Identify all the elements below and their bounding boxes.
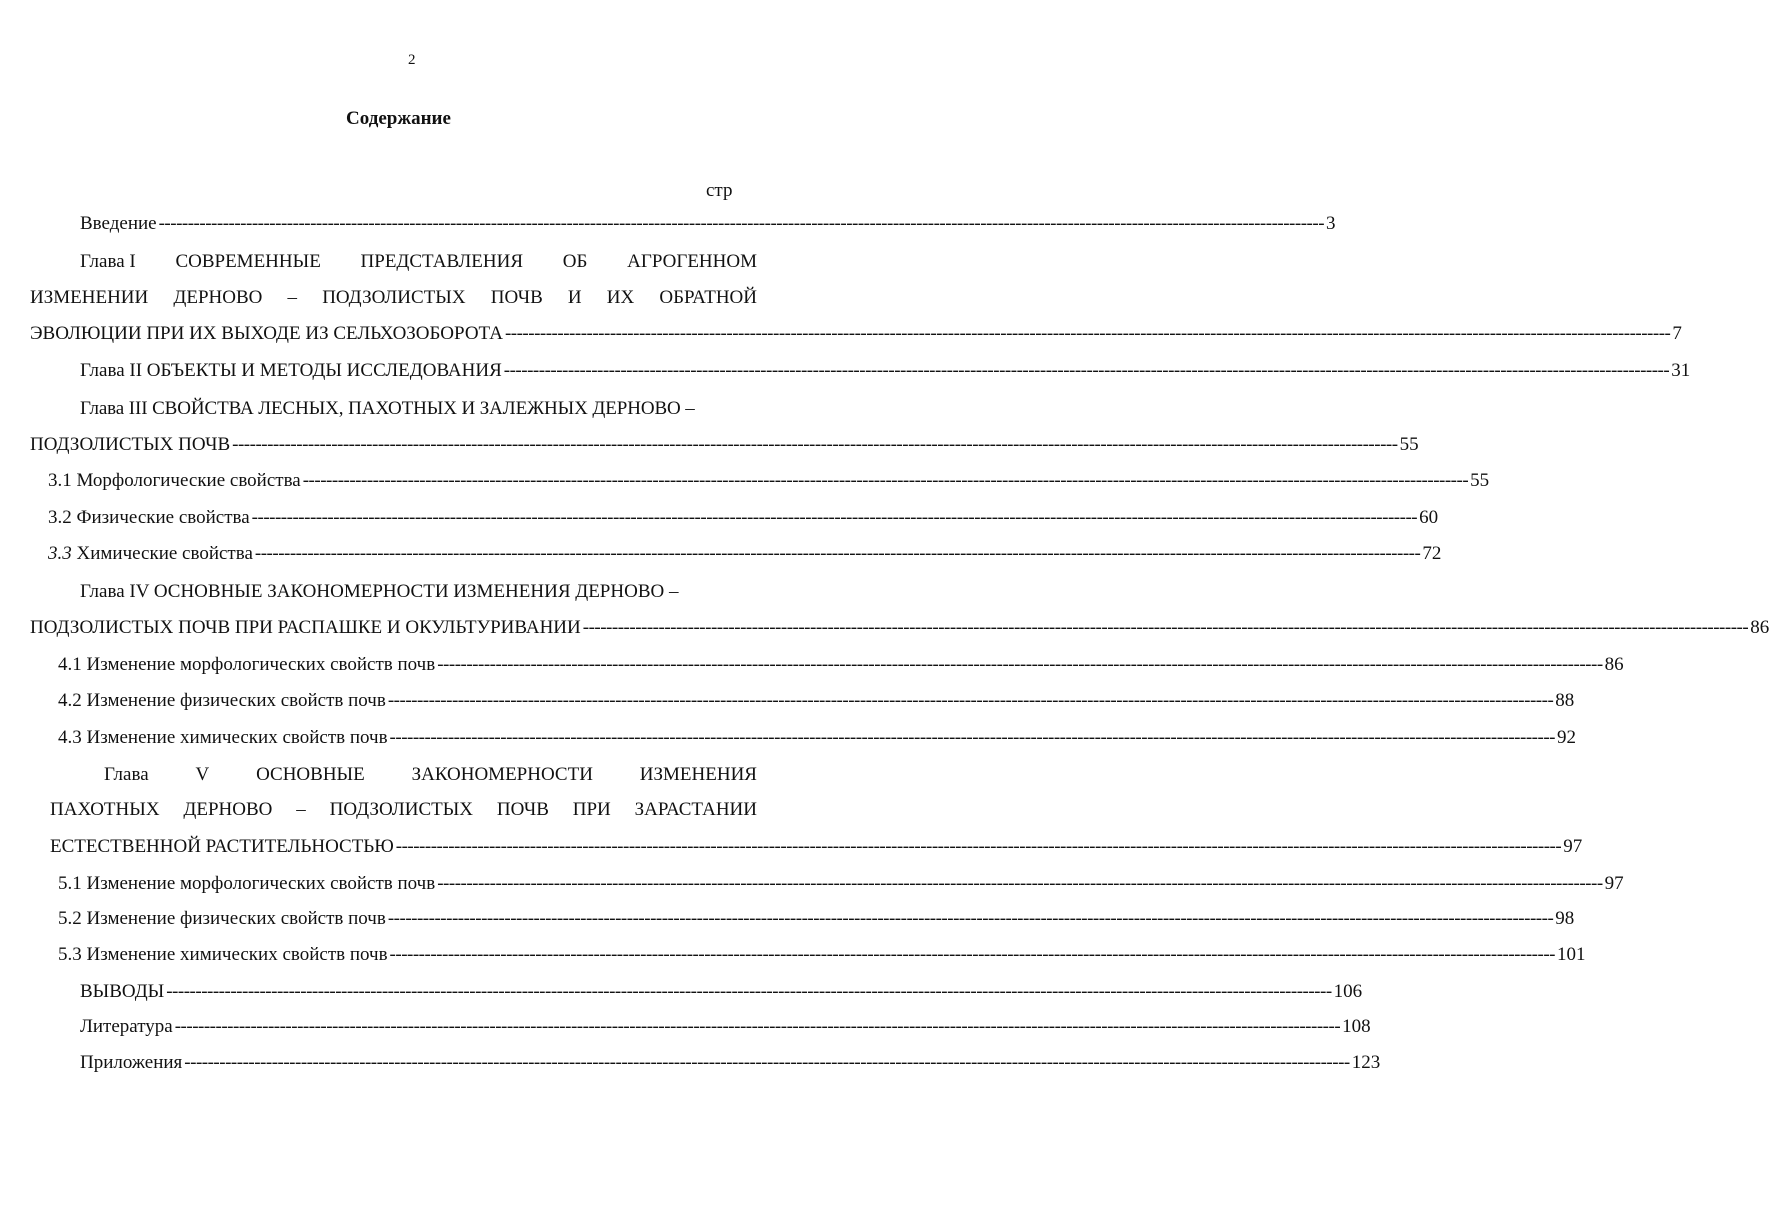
toc-chapter-1-line2: ИЗМЕНЕНИИ ДЕРНОВО – ПОДЗОЛИСТЫХ ПОЧВ И ИХ ОБРАТНОЙ [30,287,757,308]
dot-leader: -------------------------------------------------------------------------------------------------------------------------------------------------------------------------------------------------------- [174,1016,1341,1037]
dot-leader: -------------------------------------------------------------------------------------------------------------------------------------------------------------------------------------------------------- [389,727,1555,748]
dot-leader: -------------------------------------------------------------------------------------------------------------------------------------------------------------------------------------------------------- [158,213,1325,234]
toc-entry-page: 3 [1326,213,1336,234]
dot-leader: -------------------------------------------------------------------------------------------------------------------------------------------------------------------------------------------------------- [387,908,1554,929]
toc-section-4-1: 4.1 Изменение морфологических свойств почв -------------------------------------------------------------------------------------------------------------------------------------------------------------------------------------------------------- 86 [58,654,1624,675]
toc-entry-page: 31 [1671,360,1691,381]
dot-leader: -------------------------------------------------------------------------------------------------------------------------------------------------------------------------------------------------------- [232,434,1398,455]
toc-section-5-1: 5.1 Изменение морфологических свойств почв -------------------------------------------------------------------------------------------------------------------------------------------------------------------------------------------------------- 97 [58,873,1624,894]
toc-entry-page: 86 [1750,617,1769,638]
toc-entry-intro [80,213,1336,241]
toc-entry-page: 98 [1555,908,1575,929]
toc-chapter-4-line2: ПОДЗОЛИСТЫХ ПОЧВ ПРИ РАСПАШКЕ И ОКУЛЬТУРИВАНИИ -------------------------------------------------------------------------------------------------------------------------------------------------------------------------------------------------------- 86 [30,617,1769,638]
dot-leader: -------------------------------------------------------------------------------------------------------------------------------------------------------------------------------------------------------- [504,323,1671,344]
dot-leader: -------------------------------------------------------------------------------------------------------------------------------------------------------------------------------------------------------- [184,1052,1350,1073]
toc-entry-page: 86 [1604,654,1624,675]
toc-chapter-5-line3: ЕСТЕСТВЕННОЙ РАСТИТЕЛЬНОСТЬЮ -------------------------------------------------------------------------------------------------------------------------------------------------------------------------------------------------------- 97 [50,836,1583,857]
toc-entry-page: 92 [1556,727,1576,748]
toc-appendix: Приложения -------------------------------------------------------------------------------------------------------------------------------------------------------------------------------------------------------- 123 [80,1052,1381,1073]
toc-entry-label: Введение [80,213,157,234]
toc-section-5-3: 5.3 Изменение химических свойств почв -------------------------------------------------------------------------------------------------------------------------------------------------------------------------------------------------------- 101 [58,944,1586,965]
dot-leader: -------------------------------------------------------------------------------------------------------------------------------------------------------------------------------------------------------- [389,944,1555,965]
toc-entry-page: 101 [1556,944,1586,965]
page-number: 2 [408,52,416,68]
toc-chapter-5-line1: Глава V ОСНОВНЫЕ ЗАКОНОМЕРНОСТИ ИЗМЕНЕНИЯ [104,764,757,785]
toc-entry-page: 55 [1470,470,1490,491]
toc-entry-page: 55 [1399,434,1419,455]
toc-entry-page: 7 [1672,323,1682,344]
toc-section-4-3: 4.3 Изменение химических свойств почв -------------------------------------------------------------------------------------------------------------------------------------------------------------------------------------------------------- 92 [58,727,1576,748]
toc-section-3-3: 3.3 Химические свойства -------------------------------------------------------------------------------------------------------------------------------------------------------------------------------------------------------- 72 [48,543,1442,564]
toc-chapter-4-line1: Глава IV ОСНОВНЫЕ ЗАКОНОМЕРНОСТИ ИЗМЕНЕНИЯ ДЕРНОВО – [80,581,679,602]
page-column-label: стр [706,180,733,201]
toc-chapter-2: Глава II ОБЪЕКТЫ И МЕТОДЫ ИССЛЕДОВАНИЯ -------------------------------------------------------------------------------------------------------------------------------------------------------------------------------------------------------- 31 [80,360,1691,381]
dot-leader: -------------------------------------------------------------------------------------------------------------------------------------------------------------------------------------------------------- [503,360,1670,381]
dot-leader: -------------------------------------------------------------------------------------------------------------------------------------------------------------------------------------------------------- [302,470,1469,491]
dot-leader: -------------------------------------------------------------------------------------------------------------------------------------------------------------------------------------------------------- [166,981,1332,1002]
toc-chapter-3-line1: Глава III СВОЙСТВА ЛЕСНЫХ, ПАХОТНЫХ И ЗАЛЕЖНЫХ ДЕРНОВО – [80,398,695,419]
toc-chapter-3-line2: ПОДЗОЛИСТЫХ ПОЧВ -------------------------------------------------------------------------------------------------------------------------------------------------------------------------------------------------------- 55 [30,434,1419,455]
toc-entry-page: 72 [1422,543,1442,564]
dot-leader: -------------------------------------------------------------------------------------------------------------------------------------------------------------------------------------------------------- [251,507,1418,528]
dot-leader: -------------------------------------------------------------------------------------------------------------------------------------------------------------------------------------------------------- [437,654,1603,675]
toc-title: Содержание [346,108,451,129]
dot-leader: -------------------------------------------------------------------------------------------------------------------------------------------------------------------------------------------------------- [254,543,1421,564]
toc-entry-page: 123 [1351,1052,1381,1073]
toc-literature: Литература -------------------------------------------------------------------------------------------------------------------------------------------------------------------------------------------------------- 108 [80,1016,1371,1037]
dot-leader: -------------------------------------------------------------------------------------------------------------------------------------------------------------------------------------------------------- [395,836,1562,857]
toc-entry-page: 97 [1563,836,1583,857]
toc-entry-page: 108 [1342,1016,1371,1037]
toc-section-3-2: 3.2 Физические свойства -------------------------------------------------------------------------------------------------------------------------------------------------------------------------------------------------------- 60 [48,507,1439,528]
toc-entry-page: 88 [1555,690,1575,711]
toc-section-5-2: 5.2 Изменение физических свойств почв -------------------------------------------------------------------------------------------------------------------------------------------------------------------------------------------------------- 98 [58,908,1575,929]
dot-leader: -------------------------------------------------------------------------------------------------------------------------------------------------------------------------------------------------------- [582,617,1749,638]
dot-leader: -------------------------------------------------------------------------------------------------------------------------------------------------------------------------------------------------------- [437,873,1603,894]
toc-conclusions: ВЫВОДЫ -------------------------------------------------------------------------------------------------------------------------------------------------------------------------------------------------------- 106 [80,981,1363,1002]
toc-entry-page: 60 [1419,507,1439,528]
toc-chapter-5-line2: ПАХОТНЫХ ДЕРНОВО – ПОДЗОЛИСТЫХ ПОЧВ ПРИ ЗАРАСТАНИИ [50,799,757,820]
toc-chapter-1-line3: ЭВОЛЮЦИИ ПРИ ИХ ВЫХОДЕ ИЗ СЕЛЬХОЗОБОРОТА -------------------------------------------------------------------------------------------------------------------------------------------------------------------------------------------------------- 7 [30,323,1682,344]
dot-leader: -------------------------------------------------------------------------------------------------------------------------------------------------------------------------------------------------------- [387,690,1554,711]
toc-chapter-1-line1: Глава I СОВРЕМЕННЫЕ ПРЕДСТАВЛЕНИЯ ОБ АГРОГЕННОМ [80,251,757,272]
toc-entry-page: 106 [1333,981,1363,1002]
toc-entry-page: 97 [1604,873,1624,894]
toc-section-4-2: 4.2 Изменение физических свойств почв -------------------------------------------------------------------------------------------------------------------------------------------------------------------------------------------------------- 88 [58,690,1575,711]
toc-section-3-1: 3.1 Морфологические свойства -------------------------------------------------------------------------------------------------------------------------------------------------------------------------------------------------------- 55 [48,470,1490,491]
